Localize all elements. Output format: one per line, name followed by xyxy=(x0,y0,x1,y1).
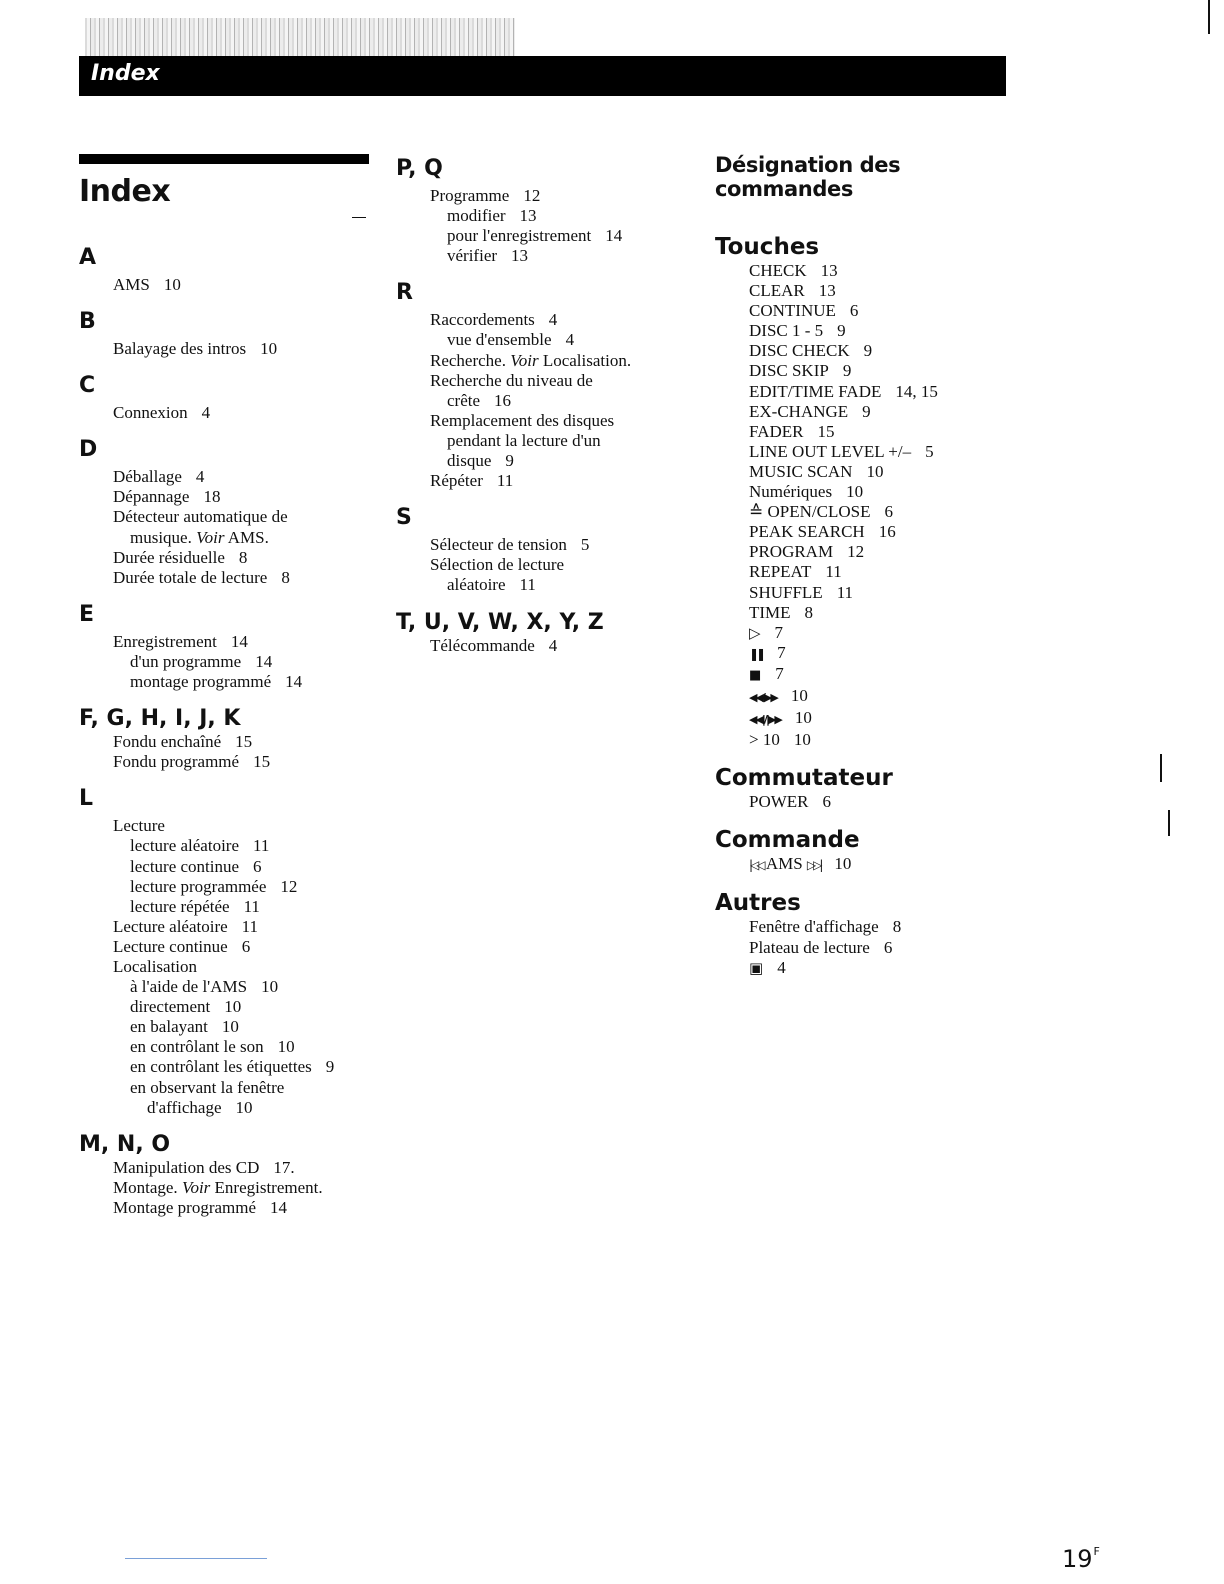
section-f-k xyxy=(79,706,369,772)
margin-mark xyxy=(352,217,366,218)
list-item: en observant la fenêtre xyxy=(130,1077,285,1097)
ams-next-icon: ▷▷| xyxy=(806,858,821,873)
header-scan-noise xyxy=(85,18,515,56)
list-item: lecture aléatoire 11 xyxy=(130,836,270,856)
eject-icon: ≙ xyxy=(749,502,764,522)
search-rewind-forward-icon: ◀◀/▶▶ xyxy=(749,690,777,704)
list-item: Numériques 10 xyxy=(749,482,864,502)
list-item: CONTINUE 6 xyxy=(749,301,859,321)
commande-list xyxy=(749,854,1015,875)
section-s xyxy=(396,505,686,595)
list-item: CLEAR 13 xyxy=(749,281,836,301)
list-item: disque 9 xyxy=(447,451,514,471)
commutateur-list xyxy=(749,792,1015,812)
list-item: Fondu programmé 15 xyxy=(113,752,271,772)
section-letter: L xyxy=(79,786,94,812)
list-item: Fondu enchaîné 15 xyxy=(113,732,253,752)
list-item: DISC SKIP 9 xyxy=(749,361,852,381)
section-letter: P, Q xyxy=(396,156,443,181)
section-letter: T, U, V, W, X, Y, Z xyxy=(396,609,604,635)
list-item: Programme 12 xyxy=(430,186,541,205)
list-item: PROGRAM 12 xyxy=(749,542,865,562)
autres-heading: Autres xyxy=(715,890,801,917)
list-item: Sélecteur de tension 5 xyxy=(430,535,590,555)
section-l xyxy=(79,786,369,1117)
list-item: EX-CHANGE 9 xyxy=(749,401,871,421)
play-icon: ▷ xyxy=(749,623,761,642)
list-item: Durée résiduelle 8 xyxy=(113,547,248,567)
list-item: FADER 15 xyxy=(749,421,835,441)
list-item: modifier 13 xyxy=(447,206,537,226)
list-item: montage programmé 14 xyxy=(130,672,303,692)
list-item: ◀◀|/|▶▶ 10 xyxy=(749,708,1015,730)
list-item: Enregistrement 14 xyxy=(113,631,248,651)
list-item: Recherche. Voir Localisation. xyxy=(430,350,632,370)
margin-mark xyxy=(1160,754,1162,782)
list-item: ◀◀/▶▶ 10 xyxy=(749,686,1015,708)
list-item: Fenêtre d'affichage 8 xyxy=(749,917,902,937)
list-item: en contrôlant les étiquettes 9 xyxy=(130,1057,335,1077)
section-letter: B xyxy=(79,309,96,335)
list-item: DISC 1 - 5 9 xyxy=(749,321,846,341)
list-item: Balayage des intros 10 xyxy=(113,339,278,359)
section-letter: D xyxy=(79,437,98,463)
list-item: en contrôlant le son 10 xyxy=(130,1037,295,1057)
list-item: musique. Voir AMS. xyxy=(130,527,269,547)
commande-heading: Commande xyxy=(715,827,860,854)
pause-icon: ❚❚ xyxy=(749,646,764,661)
list-item: lecture continue 6 xyxy=(130,856,262,876)
section-letter: M, N, O xyxy=(79,1131,171,1157)
list-item: Sélection de lecture xyxy=(430,555,565,575)
list-item: Détecteur automatique de xyxy=(113,507,288,527)
section-letter: C xyxy=(79,373,96,399)
list-item: TIME 8 xyxy=(749,602,814,622)
list-item: Durée totale de lecture 8 xyxy=(113,567,290,587)
touches-list xyxy=(749,261,1015,750)
list-item: lecture programmée 12 xyxy=(130,876,298,896)
touches-heading: Touches xyxy=(715,234,820,260)
autres-list xyxy=(749,917,1015,977)
index-column-1 xyxy=(79,150,369,1232)
list-item: pendant la lecture d'un xyxy=(447,430,601,450)
controls-column xyxy=(715,153,1015,978)
header-bar xyxy=(79,56,1006,96)
section-r xyxy=(396,280,686,491)
list-item: PEAK SEARCH 16 xyxy=(749,522,896,542)
list-item: Plateau de lecture 6 xyxy=(749,937,893,957)
stop-icon: ■ xyxy=(749,667,762,683)
list-item: SHUFFLE 11 xyxy=(749,582,854,602)
page-number: $19^F$ xyxy=(1062,1545,1100,1573)
title-rule xyxy=(79,154,369,164)
list-item: Raccordements 4 xyxy=(430,310,558,330)
list-item: vue d'ensemble 4 xyxy=(447,330,575,350)
section-letter: A xyxy=(79,245,97,270)
list-item: d'affichage 10 xyxy=(147,1097,253,1117)
skip-prev-next-icon: ◀◀|/|▶▶ xyxy=(749,713,781,727)
list-item: MUSIC SCAN 10 xyxy=(749,461,884,481)
list-item: Montage programmé 14 xyxy=(113,1197,288,1217)
list-item: en balayant 10 xyxy=(130,1017,239,1037)
list-item: EDIT/TIME FADE 14, 15 xyxy=(749,381,938,401)
list-item: REPEAT 11 xyxy=(749,562,842,582)
list-item: crête 16 xyxy=(447,390,512,410)
section-p-q xyxy=(396,156,686,266)
list-item: Lecture xyxy=(113,816,165,836)
list-item: aléatoire 11 xyxy=(447,575,536,595)
index-column-2 xyxy=(396,150,686,670)
list-item: Répéter 11 xyxy=(430,471,514,491)
list-item: Localisation xyxy=(113,956,198,976)
section-t-z xyxy=(396,610,686,656)
list-item: DISC CHECK 9 xyxy=(749,341,873,361)
list-item: pour l'enregistrement 14 xyxy=(447,226,623,246)
list-item: Dépannage 18 xyxy=(113,487,221,507)
list-item: CHECK 13 xyxy=(749,261,838,280)
commutateur-heading: Commutateur xyxy=(715,765,893,792)
page-title: Index xyxy=(79,174,171,209)
list-item: à l'aide de l'AMS 10 xyxy=(130,977,279,997)
section-letter: F, G, H, I, J, K xyxy=(79,706,241,732)
list-item: vérifier 13 xyxy=(447,246,529,266)
list-item: Manipulation des CD 17. xyxy=(113,1157,295,1177)
section-letter: S xyxy=(396,505,412,531)
list-item: Lecture continue 6 xyxy=(113,936,251,956)
list-item: lecture répétée 11 xyxy=(130,896,260,916)
section-e xyxy=(79,602,369,692)
list-item: Lecture aléatoire 11 xyxy=(113,916,259,936)
list-item: POWER 6 xyxy=(749,792,831,812)
list-item: directement 10 xyxy=(130,997,242,1017)
list-item: ■ 7 xyxy=(749,664,1015,686)
list-item: AMS 10 xyxy=(113,275,181,294)
footer-rule xyxy=(125,1558,267,1559)
list-item: Connexion 4 xyxy=(113,403,211,423)
list-item: Déballage 4 xyxy=(113,467,205,487)
list-item: Remplacement des disques xyxy=(430,410,615,430)
list-item: d'un programme 14 xyxy=(130,651,273,671)
section-c xyxy=(79,373,369,423)
display-window-icon: ▣ xyxy=(749,958,764,977)
margin-mark xyxy=(1208,0,1210,34)
header-title: Index xyxy=(91,61,160,86)
section-a xyxy=(79,245,369,295)
section-letter: E xyxy=(79,601,95,627)
list-item: > 10 10 xyxy=(749,730,811,750)
list-item: Montage. Voir Enregistrement. xyxy=(113,1177,323,1197)
list-item: Télécommande 4 xyxy=(430,635,558,655)
list-item: ❚❚ 7 xyxy=(749,643,1015,664)
list-item: ▷ 7 xyxy=(749,622,784,642)
list-item: ≙ OPEN/CLOSE 6 xyxy=(749,502,893,522)
margin-mark xyxy=(1168,810,1170,836)
ams-prev-icon: |◁◁ xyxy=(749,858,763,873)
list-item: |◁◁ AMS ▷▷| 10 xyxy=(749,854,1015,875)
section-letter: R xyxy=(396,280,413,306)
section-m-o xyxy=(79,1132,369,1218)
list-item: ▣ 4 xyxy=(749,957,786,977)
designation-heading: Désignation des commandes xyxy=(715,153,901,201)
list-item: Recherche du niveau de xyxy=(430,370,593,390)
list-item: LINE OUT LEVEL +/– 5 xyxy=(749,441,934,461)
section-b xyxy=(79,309,369,359)
section-d xyxy=(79,437,369,588)
